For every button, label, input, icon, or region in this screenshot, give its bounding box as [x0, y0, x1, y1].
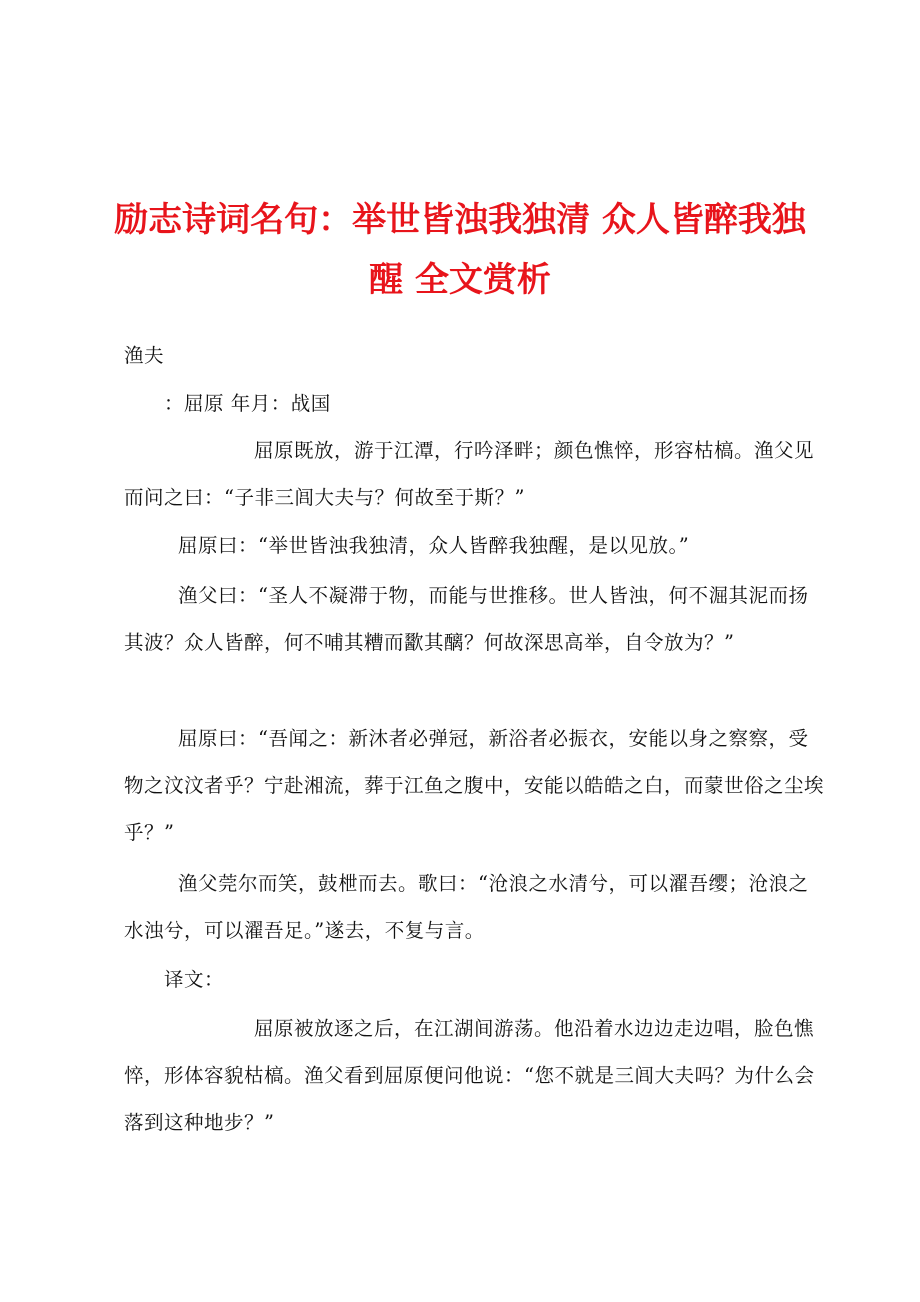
- paragraph-5: 渔父莞尔而笑，鼓枻而去。歌曰：“沧浪之水清兮，可以濯吾缨；沧浪之水浊兮，可以濯吾足。”遂去，不复与言。: [124, 872, 809, 942]
- paragraph-4: 屈原曰：“吾闻之：新沐者必弹冠，新浴者必振衣，安能以身之察察，受物之汶汶者乎？宁赴湘流，葬于江鱼之腹中，安能以皓皓之白，而蒙世俗之尘埃乎？”: [124, 727, 825, 844]
- paragraph-3: 渔父曰：“圣人不凝滞于物，而能与世推移。世人皆浊，何不淈其泥而扬其波？众人皆醉，何不哺其糟而歠其醨？何故深思高举，自令放为？”: [124, 584, 809, 654]
- author-era-line: ：屈原 年月：战国: [164, 392, 331, 415]
- document-title: 励志诗词名句：举世皆浊我独清 众人皆醉我独醒 全文赏析: [114, 200, 806, 300]
- translation-paragraph-1: 屈原被放逐之后，在江湖间游荡。他沿着水边边走边唱，脸色憔悴，形体容貌枯槁。渔父看到屈原便问他说：“您不就是三闾大夫吗？为什么会落到这种地步？”: [124, 1017, 815, 1134]
- paragraph-2: 屈原曰：“举世皆浊我独清，众人皆醉我独醒，是以见放。”: [178, 534, 690, 557]
- poem-heading: 渔夫: [124, 344, 165, 367]
- paragraph-1: 屈原既放，游于江潭，行吟泽畔；颜色憔悴，形容枯槁。渔父见而问之曰：“子非三闾大夫与？何故至于斯？”: [124, 439, 815, 509]
- translation-label: 译文：: [164, 968, 225, 991]
